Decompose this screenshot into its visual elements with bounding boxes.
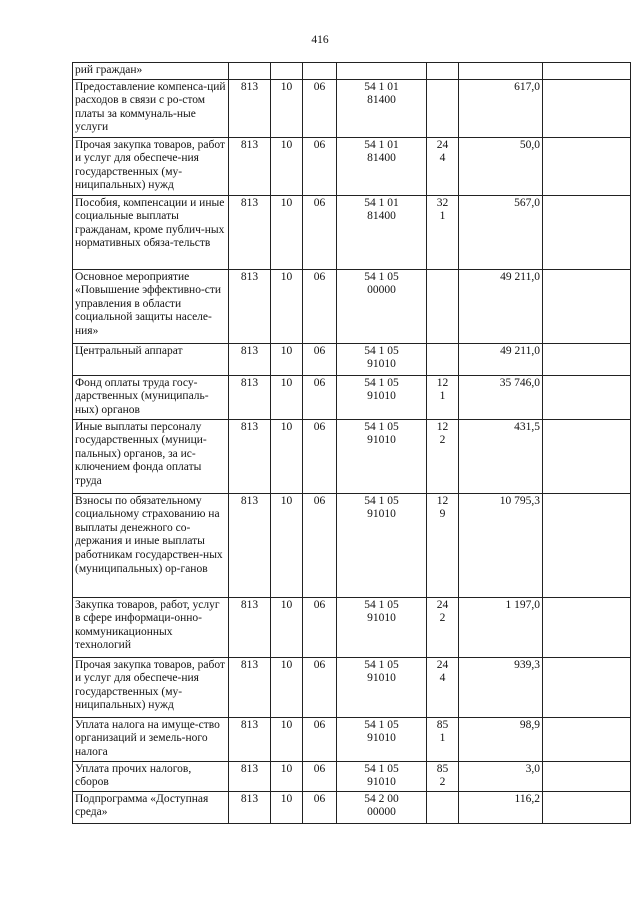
target-article-part2: 91010 bbox=[367, 612, 396, 625]
row-target-article-cell bbox=[337, 597, 427, 657]
row-empty-cell bbox=[543, 343, 631, 375]
target-article-part1: 54 1 05 bbox=[364, 762, 399, 775]
row-subsection-cell: 06 bbox=[303, 195, 337, 269]
row-amount-cell: 49 211,0 bbox=[459, 343, 543, 375]
row-section-cell: 10 bbox=[271, 195, 303, 269]
expense-type-part2: 4 bbox=[439, 152, 446, 165]
row-target-article-cell bbox=[337, 717, 427, 761]
table-row bbox=[73, 761, 631, 791]
row-target-article-cell bbox=[337, 137, 427, 195]
row-subsection-cell: 06 bbox=[303, 79, 337, 137]
target-article-part1: 54 1 05 bbox=[364, 718, 399, 731]
row-grbs-cell: 813 bbox=[229, 79, 271, 137]
table-row bbox=[73, 79, 631, 137]
row-expense-type-cell bbox=[427, 657, 459, 717]
row-grbs-cell: 813 bbox=[229, 791, 271, 823]
target-article-part2: 91010 bbox=[367, 732, 396, 745]
target-article-part1: 54 1 05 bbox=[364, 598, 399, 611]
row-empty-cell bbox=[543, 63, 631, 80]
expense-type-part2: 2 bbox=[439, 776, 446, 789]
row-empty-cell bbox=[543, 375, 631, 419]
expense-type-part1: 24 bbox=[436, 598, 449, 611]
row-empty-cell bbox=[543, 791, 631, 823]
row-section-cell: 10 bbox=[271, 597, 303, 657]
target-article-part2: 91010 bbox=[367, 672, 396, 685]
row-grbs-cell: 813 bbox=[229, 419, 271, 493]
row-name-cell: Фонд оплаты труда госу-дарственных (муниципаль-ных) органов bbox=[73, 375, 229, 419]
row-expense-type-cell bbox=[427, 717, 459, 761]
row-section-cell: 10 bbox=[271, 269, 303, 343]
target-article-part1: 54 1 01 bbox=[364, 138, 399, 151]
row-name-cell: Подпрограмма «Доступная среда» bbox=[73, 791, 229, 823]
row-subsection-cell: 06 bbox=[303, 717, 337, 761]
row-subsection-cell: 06 bbox=[303, 791, 337, 823]
row-subsection-cell: 06 bbox=[303, 343, 337, 375]
target-article-part2: 91010 bbox=[367, 508, 396, 521]
table-row bbox=[73, 717, 631, 761]
row-name-cell: Взносы по обязательному социальному страхованию на выплаты денежного со-держания и иные выплаты работникам государствен-ных (муниципальных) ор-ганов bbox=[73, 493, 229, 597]
row-expense-type-cell bbox=[427, 597, 459, 657]
row-amount-cell: 35 746,0 bbox=[459, 375, 543, 419]
row-subsection-cell: 06 bbox=[303, 375, 337, 419]
expense-type-part1: 12 bbox=[436, 420, 449, 433]
row-name-cell: Уплата прочих налогов, сборов bbox=[73, 761, 229, 791]
table-row bbox=[73, 657, 631, 717]
row-section-cell: 10 bbox=[271, 791, 303, 823]
target-article-part1: 54 1 05 bbox=[364, 658, 399, 671]
row-name-cell: рий граждан» bbox=[73, 63, 229, 80]
row-subsection-cell: 06 bbox=[303, 657, 337, 717]
row-section-cell bbox=[271, 63, 303, 80]
target-article-part1: 54 1 05 bbox=[364, 344, 399, 357]
row-empty-cell bbox=[543, 269, 631, 343]
target-article-part1: 54 1 01 bbox=[364, 80, 399, 93]
row-amount-cell: 10 795,3 bbox=[459, 493, 543, 597]
budget-table bbox=[72, 62, 631, 824]
target-article-part2: 91010 bbox=[367, 390, 396, 403]
row-empty-cell bbox=[543, 419, 631, 493]
table-row bbox=[73, 493, 631, 597]
row-target-article-cell bbox=[337, 195, 427, 269]
table-row bbox=[73, 63, 631, 80]
row-amount-cell: 116,2 bbox=[459, 791, 543, 823]
row-amount-cell: 431,5 bbox=[459, 419, 543, 493]
row-subsection-cell bbox=[303, 63, 337, 80]
expense-type-part2: 9 bbox=[439, 508, 446, 521]
table-row bbox=[73, 375, 631, 419]
row-section-cell: 10 bbox=[271, 717, 303, 761]
row-expense-type-cell bbox=[427, 493, 459, 597]
row-section-cell: 10 bbox=[271, 79, 303, 137]
row-expense-type-cell bbox=[427, 195, 459, 269]
expense-type-part2: 4 bbox=[439, 672, 446, 685]
target-article-part2: 81400 bbox=[367, 152, 396, 165]
row-amount-cell: 98,9 bbox=[459, 717, 543, 761]
table-row bbox=[73, 269, 631, 343]
target-article-part2: 81400 bbox=[367, 94, 396, 107]
row-grbs-cell: 813 bbox=[229, 717, 271, 761]
row-name-cell: Предоставление компенса-ций расходов в связи с ро-стом платы за коммуналь-ные услуги bbox=[73, 79, 229, 137]
row-empty-cell bbox=[543, 717, 631, 761]
row-amount-cell: 3,0 bbox=[459, 761, 543, 791]
row-subsection-cell: 06 bbox=[303, 597, 337, 657]
target-article-part2: 91010 bbox=[367, 358, 396, 371]
row-section-cell: 10 bbox=[271, 761, 303, 791]
row-expense-type-cell bbox=[427, 137, 459, 195]
expense-type-part1: 32 bbox=[436, 196, 449, 209]
row-target-article-cell bbox=[337, 419, 427, 493]
row-amount-cell: 1 197,0 bbox=[459, 597, 543, 657]
row-subsection-cell: 06 bbox=[303, 761, 337, 791]
row-section-cell: 10 bbox=[271, 419, 303, 493]
row-grbs-cell: 813 bbox=[229, 761, 271, 791]
page-number: 416 bbox=[311, 34, 329, 46]
target-article-part2: 00000 bbox=[367, 284, 396, 297]
table-row bbox=[73, 791, 631, 823]
expense-type-part1: 12 bbox=[436, 494, 449, 507]
row-amount-cell bbox=[459, 63, 543, 80]
row-expense-type-cell bbox=[427, 63, 459, 80]
row-name-cell: Центральный аппарат bbox=[73, 343, 229, 375]
row-amount-cell: 50,0 bbox=[459, 137, 543, 195]
row-empty-cell bbox=[543, 137, 631, 195]
row-amount-cell: 567,0 bbox=[459, 195, 543, 269]
row-section-cell: 10 bbox=[271, 343, 303, 375]
row-grbs-cell: 813 bbox=[229, 375, 271, 419]
table-row bbox=[73, 597, 631, 657]
row-section-cell: 10 bbox=[271, 375, 303, 419]
row-subsection-cell: 06 bbox=[303, 269, 337, 343]
target-article-part1: 54 1 05 bbox=[364, 494, 399, 507]
row-name-cell: Прочая закупка товаров, работ и услуг для обеспече-ния государственных (му-ниципальных) нужд bbox=[73, 137, 229, 195]
target-article-part1: 54 2 00 bbox=[364, 792, 399, 805]
table-row bbox=[73, 343, 631, 375]
row-name-cell: Иные выплаты персоналу государственных (муници-пальных) органов, за ис-ключением фонда оплаты труда bbox=[73, 419, 229, 493]
row-empty-cell bbox=[543, 79, 631, 137]
target-article-part2: 91010 bbox=[367, 776, 396, 789]
row-empty-cell bbox=[543, 657, 631, 717]
target-article-part1: 54 1 05 bbox=[364, 420, 399, 433]
row-grbs-cell: 813 bbox=[229, 657, 271, 717]
row-empty-cell bbox=[543, 597, 631, 657]
expense-type-part2: 1 bbox=[439, 210, 446, 223]
row-grbs-cell: 813 bbox=[229, 493, 271, 597]
row-name-cell: Уплата налога на имуще-ство организаций и земель-ного налога bbox=[73, 717, 229, 761]
row-subsection-cell: 06 bbox=[303, 419, 337, 493]
row-expense-type-cell bbox=[427, 791, 459, 823]
expense-type-part2: 1 bbox=[439, 732, 446, 745]
row-grbs-cell: 813 bbox=[229, 195, 271, 269]
row-expense-type-cell bbox=[427, 419, 459, 493]
row-target-article-cell bbox=[337, 343, 427, 375]
row-target-article-cell bbox=[337, 791, 427, 823]
table-row bbox=[73, 419, 631, 493]
row-expense-type-cell bbox=[427, 375, 459, 419]
row-amount-cell: 617,0 bbox=[459, 79, 543, 137]
row-name-cell: Пособия, компенсации и иные социальные выплаты гражданам, кроме публич-ных нормативных обяза-тельств bbox=[73, 195, 229, 269]
target-article-part2: 00000 bbox=[367, 806, 396, 819]
expense-type-part2: 1 bbox=[439, 390, 446, 403]
row-grbs-cell bbox=[229, 63, 271, 80]
table-row bbox=[73, 195, 631, 269]
row-expense-type-cell bbox=[427, 79, 459, 137]
target-article-part1: 54 1 05 bbox=[364, 376, 399, 389]
expense-type-part1: 24 bbox=[436, 658, 449, 671]
row-target-article-cell bbox=[337, 493, 427, 597]
row-name-cell: Основное мероприятие «Повышение эффективно-сти управления в области социальной защиты населе-ния» bbox=[73, 269, 229, 343]
row-target-article-cell bbox=[337, 63, 427, 80]
target-article-part2: 91010 bbox=[367, 434, 396, 447]
row-target-article-cell bbox=[337, 375, 427, 419]
row-subsection-cell: 06 bbox=[303, 493, 337, 597]
row-section-cell: 10 bbox=[271, 657, 303, 717]
row-section-cell: 10 bbox=[271, 137, 303, 195]
table-row bbox=[73, 137, 631, 195]
expense-type-part2: 2 bbox=[439, 434, 446, 447]
row-target-article-cell bbox=[337, 657, 427, 717]
row-grbs-cell: 813 bbox=[229, 597, 271, 657]
row-grbs-cell: 813 bbox=[229, 137, 271, 195]
target-article-part1: 54 1 05 bbox=[364, 270, 399, 283]
target-article-part2: 81400 bbox=[367, 210, 396, 223]
row-expense-type-cell bbox=[427, 343, 459, 375]
row-target-article-cell bbox=[337, 269, 427, 343]
row-target-article-cell bbox=[337, 79, 427, 137]
row-expense-type-cell bbox=[427, 269, 459, 343]
row-grbs-cell: 813 bbox=[229, 269, 271, 343]
row-empty-cell bbox=[543, 761, 631, 791]
row-target-article-cell bbox=[337, 761, 427, 791]
row-amount-cell: 939,3 bbox=[459, 657, 543, 717]
row-empty-cell bbox=[543, 195, 631, 269]
row-empty-cell bbox=[543, 493, 631, 597]
row-name-cell: Прочая закупка товаров, работ и услуг для обеспече-ния государственных (му-ниципальных) нужд bbox=[73, 657, 229, 717]
row-amount-cell: 49 211,0 bbox=[459, 269, 543, 343]
expense-type-part1: 85 bbox=[436, 718, 449, 731]
expense-type-part2: 2 bbox=[439, 612, 446, 625]
row-grbs-cell: 813 bbox=[229, 343, 271, 375]
expense-type-part1: 12 bbox=[436, 376, 449, 389]
row-expense-type-cell bbox=[427, 761, 459, 791]
row-section-cell: 10 bbox=[271, 493, 303, 597]
row-name-cell: Закупка товаров, работ, услуг в сфере информаци-онно-коммуникационных технологий bbox=[73, 597, 229, 657]
row-subsection-cell: 06 bbox=[303, 137, 337, 195]
expense-type-part1: 85 bbox=[436, 762, 449, 775]
expense-type-part1: 24 bbox=[436, 138, 449, 151]
target-article-part1: 54 1 01 bbox=[364, 196, 399, 209]
